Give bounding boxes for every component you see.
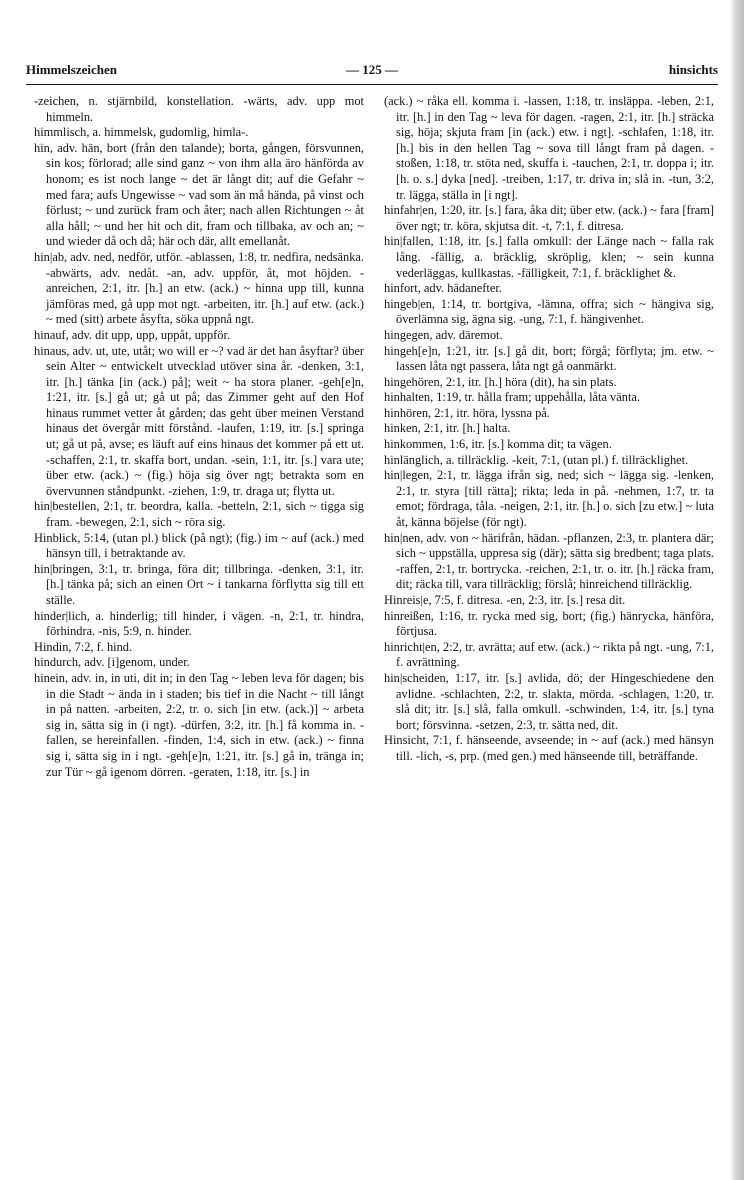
entry-hinaus: hinaus, adv. ut, ute, utåt; wo will er ~? vad är det han åsyftar? über sein Alter ~ entwickelt utvecklad utöver sina år. -denken, 3:1, itr. [h.] tänka [in (ack.) på]; weit ~ ha stora planer. -geh[e]n, 1:21, itr. [s.] gå ut; gå ut på; das Zimmer geht auf den Hof hinaus rummet vetter åt gården; das geht über meinen Verstand hinaus det övergår mitt förstånd. -laufen, 1:19, itr. [s.] springa ut; gå ut på, avse; es läuft auf eins hinaus det kommer på ett ut. -schaffen, 2:1, tr. skaffa bort, undan. -sein, 1:1, itr. [s.] vara ute; über etw. (ack.) ~ (fig.) höja sig över ngt; betrakta som en övervunnen ståndpunkt. -ziehen, 1:9, tr. draga ut; flytta ut.: [34, 343, 365, 498]
entry-hinblick: Hinblick, 5:14, (utan pl.) blick (på ngt); (fig.) im ~ auf (ack.) med hänsyn till, i betraktande av.: [34, 530, 364, 561]
entry-zeichen: -zeichen, n. stjärnbild, konstellation. -wärts, adv. upp mot himmeln.: [34, 94, 364, 124]
entry-hin: hin, adv. hän, bort (från den talande); borta, gången, försvunnen, sin kos; förlorad; alle sind ganz ~ von ihm alla äro hänförda av honom; es ist noch lange ~ det är långt dit; auf die Gefahr ~ med fara; aufs Ungewisse ~ vad som än må hända, på vinst och förlust; ~ und zurück fram och åter; nach allen Richtungen ~ åt alla håll; ~ und her hit och dit, fram och tillbaka, av och an; ~ und wieder då och då; här och där, allt emellanåt.: [34, 140, 364, 249]
entry-hinscheiden: hin|scheiden, 1:17, itr. [s.] avlida, dö; der Hingeschiedene den avlidne. -schlachten, 2:2, tr. slakta, mörda. -schlagen, 1:20, tr. slå dit; itr. [s.] slå, falla omkull. -schwinden, 1:4, itr. [s.] tyna bort; försvinna. -setzen, 2:3, tr. sätta ned, dit.: [384, 670, 714, 732]
entry-hinken: hinken, 2:1, itr. [h.] halta.: [384, 421, 511, 436]
entry-hinreise: Hinreis|e, 7:5, f. ditresa. -en, 2:3, itr. [s.] resa dit.: [384, 593, 626, 607]
entry-hingegen: hingegen, adv. däremot.: [384, 327, 503, 342]
entry-hingehen: hingeh[e]n, 1:21, itr. [s.] gå dit, bort; förgå; förflyta; jm. etw. ~ lassen låta ngt passera, låta ngt gå oanmärkt.: [384, 343, 714, 374]
entry-hingeben: hingeb|en, 1:14, tr. bortgiva, -lämna, offra; sich ~ hängiva sig, överlämna sig, ägna sig. -ung, 7:1, f. hängivenhet.: [384, 296, 714, 327]
entry-hinein: hinein, adv. in, in uti, dit in; in den Tag ~ leben leva för dagen; bis in die Stadt ~ ända in i staden; bis tief in die Nacht ~ till långt in på natten. -arbeiten, 2:2, tr. o. sich [in etw. (ack.)] ~ arbeta sig in, sätta sig in (i ngt). -dürfen, 3:2, itr. [h.] få komma in. -fallen, se hereinfallen. -finden, 1:4, sich in etw. (ack.) ~ finna sig i, sätta sig in i ngt. -geh[e]n, 1:21, itr. [s.] gå in, tränga in; zur Tür ~ gå igenom dörren. -geraten, 1:18, itr. [s.] in: [34, 670, 364, 779]
entry-hinab: hin|ab, adv. ned, nedför, utför. -ablassen, 1:8, tr. nedfira, nedsänka. -abwärts, adv. nedåt. -an, adv. uppför, åt, mot höjden. -anreichen, 2:1, itr. [h.] an etw. (ack.) ~ hinna upp till, kunna jämföras med, gå upp mot ngt. -arbeiten, itr. [h.] auf etw. (ack.) ~ med (sitt) arbete åsyfta, söka uppnå ngt.: [34, 249, 364, 327]
dictionary-page: [26, 62, 718, 1152]
entry-hinfallen: hin|fallen, 1:18, itr. [s.] falla omkull: der Länge nach ~ falla rak lång. -fällig, a. bräcklig, skröplig, klen; ~ sein kunna vederläggas, kullkastas. -fälligkeit, 7:1, f. bräcklighet &.: [384, 234, 714, 280]
entry-hindurch: hindurch, adv. [i]genom, under.: [34, 655, 190, 670]
entry-hindin: Hindin, 7:2, f. hind.: [34, 639, 133, 654]
entry-himmlisch: himmlisch, a. himmelsk, gudomlig, himla-.: [34, 125, 249, 140]
running-header: [26, 62, 718, 82]
entry-hinsicht: Hinsicht, 7:1, f. hänseende, avseende; in ~ auf (ack.) med hänsyn till. -lich, -s, prp. (med gen.) med hänseende till, beträffande.: [384, 733, 714, 763]
page-number: — 125 —: [346, 62, 398, 77]
entry-hinein-continued: (ack.) ~ råka ell. komma i. -lassen, 1:18, tr. insläppa. -leben, 2:1, itr. [h.] in den Tag ~ leva för dagen. -ragen, 2:1, itr. [h.] sträcka sig, höja; skjuta fram [in (ack.) etw. i ngt]. -schlafen, 1:18, itr. [h.] bis in den hellen Tag ~ sova till långt fram på dagen. -stoßen, 1:18, tr. stöta ned, skuffa i. -tauchen, 2:1, tr. doppa i; itr. [h. o. s.] dyka [ned]. -treiben, 1:17, tr. driva in; slå in. -tun, 3:2, tr. lägga, ställa in [i ngt].: [384, 94, 714, 202]
header-first-word: Himmelszeichen: [26, 62, 117, 77]
entry-hinlegen: hin|legen, 2:1, tr. lägga ifrån sig, ned; sich ~ lägga sig. -lenken, 2:1, tr. styra [till rätta]; rikta; leda in på. -nehmen, 1:7, tr. ta emot; fördraga, tåla. -neigen, 2:1, itr. [h.] o. sich [zu etw.] ~ luta åt, känna böjelse (för ngt).: [384, 468, 714, 530]
entry-hinhalten: hinhalten, 1:19, tr. hålla fram; uppehålla, låta vänta.: [384, 390, 640, 405]
entry-hinauf: hinauf, adv. dit upp, upp, uppåt, uppför.: [34, 327, 231, 342]
entry-hinfort: hinfort, adv. hädanefter.: [384, 281, 502, 296]
right-column: [384, 94, 714, 765]
entry-hinfahren: hinfahr|en, 1:20, itr. [s.] fara, åka dit; über etw. (ack.) ~ fara [fram] över ngt; tr. köra, skjutsa dit. -t, 7:1, f. ditresa.: [384, 203, 714, 233]
left-column: [34, 94, 364, 780]
entry-hinderlich: hinder|lich, a. hinderlig; till hinder, i vägen. -n, 2:1, tr. hindra, förhindra. -nis, 5:9, n. hinder.: [34, 608, 364, 639]
entry-hinreissen: hinreißen, 1:16, tr. rycka med sig, bort; (fig.) hänrycka, hänföra, förtjusa.: [384, 608, 714, 639]
entry-hinbringen: hin|bringen, 3:1, tr. bringa, föra dit; tillbringa. -denken, 3:1, itr. [h.] tänka på; sich an einen Ort ~ i tankarna förflytta sig till ett ställe.: [34, 561, 364, 607]
page-edge-shadow: [730, 0, 744, 1180]
header-rule: [26, 84, 718, 85]
entry-hinlanglich: hinlänglich, a. tillräcklig. -keit, 7:1, (utan pl.) f. tillräcklighet.: [384, 452, 689, 467]
entry-hinkommen: hinkommen, 1:6, itr. [s.] komma dit; ta vägen.: [384, 437, 612, 452]
header-last-word: hinsichts: [668, 62, 718, 77]
entry-hinhoren: hinhören, 2:1, itr. höra, lyssna på.: [384, 405, 550, 420]
entry-hinrichten: hinricht|en, 2:2, tr. avrätta; auf etw. (ack.) ~ rikta på ngt. -ung, 7:1, f. avrättning.: [384, 639, 714, 670]
entry-hinnen: hin|nen, adv. von ~ härifrån, hädan. -pflanzen, 2:3, tr. plantera där; sich ~ uppställa, uppresa sig (där); sätta sig bredbent; taga plats. -raffen, 2:1, tr. bortrycka. -reichen, 2:1, tr. o. itr. [h.] räcka fram, dit; räcka till, vara tillräcklig; förslå; hinreichend tillräcklig.: [384, 530, 714, 592]
entry-hinbestellen: hin|bestellen, 2:1, tr. beordra, kalla. -betteln, 2:1, sich ~ tigga sig fram. -bewegen, 2:1, sich ~ röra sig.: [34, 499, 364, 530]
entry-hingehoren: hingehören, 2:1, itr. [h.] höra (dit), ha sin plats.: [384, 374, 617, 389]
